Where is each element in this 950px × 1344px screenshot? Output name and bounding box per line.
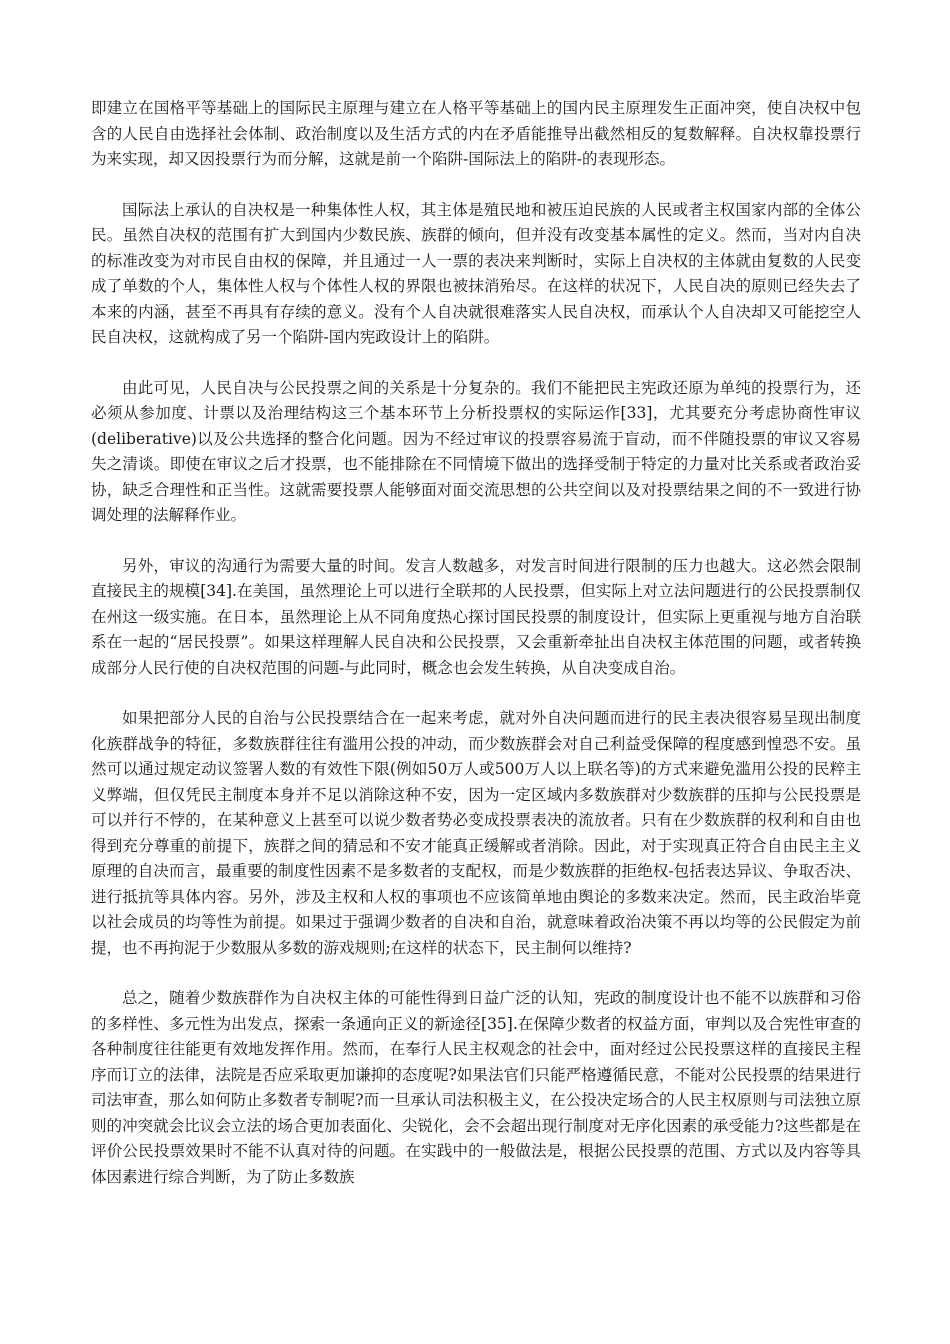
paragraph-5: 如果把部分人民的自治与公民投票结合在一起来考虑，就对外自决问题而进行的民主表决很容易呈现出制度化族群战争的特征，多数族群往往有滥用公投的冲动，而少数族群会对自己利益受保障的程度感到惶恐不安。虽然可以通过规定动议签署人数的有效性下限(例如50万人或500万人以上联名等)的方式来避免滥用公投的民粹主义弊端，但仅凭民主制度本身并不足以消除这种不安，因为一定区域内多数族群对少数族群的压抑与公民投票是可以并行不悖的，在某种意义上甚至可以说少数者势必变成投票表决的流放者。只有在少数族群的权利和自由也得到充分尊重的前提下，族群之间的猜忌和不安才能真正缓解或者消除。因此，对于实现真正符合自由民主主义原理的自决而言，最重要的制度性因素不是多数者的支配权，而是少数族群的拒绝权-包括表达异议、争取否决、进行抵抗等具体内容。另外，涉及主权和人权的事项也不应该简单地由舆论的多数来决定。然而，民主政治毕竟以社会成员的均等性为前提。如果过于强调少数者的自决和自治，就意味着政治决策不再以均等的公民假定为前提，也不再拘泥于少数服从多数的游戏规则;在这样的状态下，民主制何以维持? bbox=[91, 709, 861, 957]
paragraph-4: 另外，审议的沟通行为需要大量的时间。发言人数越多，对发言时间进行限制的压力也越大。这必然会限制直接民主的规模[34].在美国，虽然理论上可以进行全联邦的人民投票，但实际上对立法问题进行的公民投票制仅在州这一级实施。在日本，虽然理论上从不同角度热心探讨国民投票的制度设计，但实际上更重视与地方自治联系在一起的“居民投票”。如果这样理解人民自决和公民投票，又会重新牵扯出自决权主体范围的问题，或者转换成部分人民行使的自决权范围的问题-与此同时，概念也会发生转换，从自决变成自治。 bbox=[91, 556, 861, 677]
body-text bbox=[91, 96, 861, 1190]
paragraph-3: 由此可见，人民自决与公民投票之间的关系是十分复杂的。我们不能把民主宪政还原为单纯的投票行为，还必须从参加度、计票以及治理结构这三个基本环节上分析投票权的实际运作[33]，尤其要充分考虑协商性审议(deliberative)以及公共选择的整合化问题。因为不经过审议的投票容易流于盲动，而不伴随投票的审议又容易失之清谈。即使在审议之后才投票，也不能排除在不同情境下做出的选择受制于特定的力量对比关系或者政治妥协，缺乏合理性和正当性。这就需要投票人能够面对面交流思想的公共空间以及对投票结果之间的不一致进行协调处理的法解释作业。 bbox=[91, 378, 861, 524]
paragraph-2: 国际法上承认的自决权是一种集体性人权，其主体是殖民地和被压迫民族的人民或者主权国家内部的全体公民。虽然自决权的范围有扩大到国内少数民族、族群的倾向，但并没有改变基本属性的定义。然而，当对内自决的标准改变为对市民自由权的保障，并且通过一人一票的表决来判断时，实际上自决权的主体就由复数的人民变成了单数的个人，集体性人权与个体性人权的界限也被抹消殆尽。在这样的状况下，人民自决的原则已经失去了本来的内涵，甚至不再具有存续的意义。没有个人自决就很难落实人民自决权，而承认个人自决却又可能挖空人民自决权，这就构成了另一个陷阱-国内宪政设计上的陷阱。 bbox=[91, 200, 861, 346]
paragraph-1: 即建立在国格平等基础上的国际民主原理与建立在人格平等基础上的国内民主原理发生正面冲突，使自决权中包含的人民自由选择社会体制、政治制度以及生活方式的内在矛盾能推导出截然相反的复数解释。自决权靠投票行为来实现，却又因投票行为而分解，这就是前一个陷阱-国际法上的陷阱-的表现形态。 bbox=[91, 99, 861, 168]
paragraph-6: 总之，随着少数族群作为自决权主体的可能性得到日益广泛的认知，宪政的制度设计也不能不以族群和习俗的多样性、多元性为出发点，探索一条通向正义的新途径[35].在保障少数者的权益方面，审判以及合宪性审查的各种制度往往能更有效地发挥作用。然而，在奉行人民主权观念的社会中，面对经过公民投票这样的直接民主程序而订立的法律，法院是否应采取更加谦抑的态度呢?如果法官们只能严格遵循民意，不能对公民投票的结果进行司法审查，那么如何防止多数者专制呢?而一旦承认司法积极主义，在公投决定场合的人民主权原则与司法独立原则的冲突就会比议会立法的场合更加表面化、尖锐化，会不会超出现行制度对无序化因素的承受能力?这些都是在评价公民投票效果时不能不认真对待的问题。在实践中的一般做法是，根据公民投票的范围、方式以及内容等具体因素进行综合判断，为了防止多数族 bbox=[91, 989, 861, 1186]
